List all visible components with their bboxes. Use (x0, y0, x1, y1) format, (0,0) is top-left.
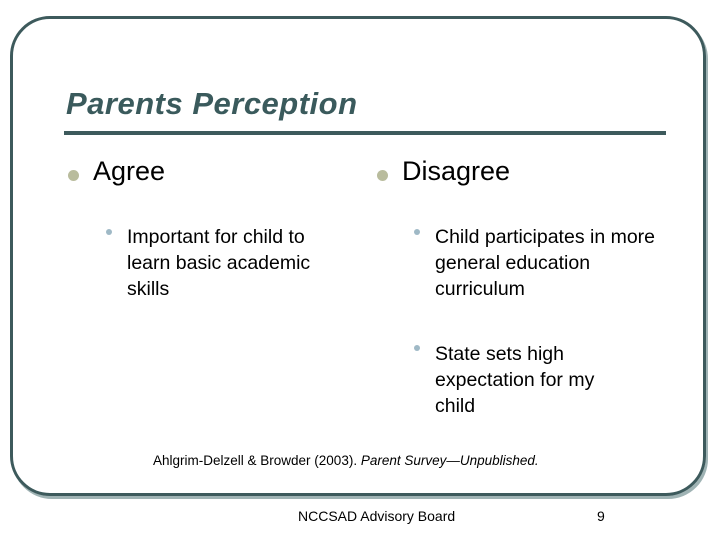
bullet-dot-icon (377, 170, 388, 181)
sub-bullet-dot-icon (106, 229, 112, 235)
sub-bullet-dot-icon (414, 229, 420, 235)
page-number: 9 (597, 508, 605, 524)
slide-title: Parents Perception (66, 86, 358, 121)
agree-item: Important for child to learn basic academic skills (127, 226, 311, 300)
disagree-heading: Disagree (402, 156, 511, 186)
sub-bullet-dot-icon (414, 345, 420, 351)
agree-heading: Agree (93, 156, 166, 186)
citation-work: Parent Survey—Unpublished. (360, 453, 539, 468)
disagree-item: Child participates in more general education curriculum (435, 226, 656, 300)
footer-text: NCCSAD Advisory Board (298, 508, 456, 524)
title-underline (64, 131, 666, 135)
citation-authors: Ahlgrim-Delzell & Browder (2003). (153, 453, 361, 468)
disagree-item: State sets high expectation for my child (435, 343, 595, 417)
bullet-dot-icon (68, 170, 79, 181)
citation (153, 453, 539, 468)
